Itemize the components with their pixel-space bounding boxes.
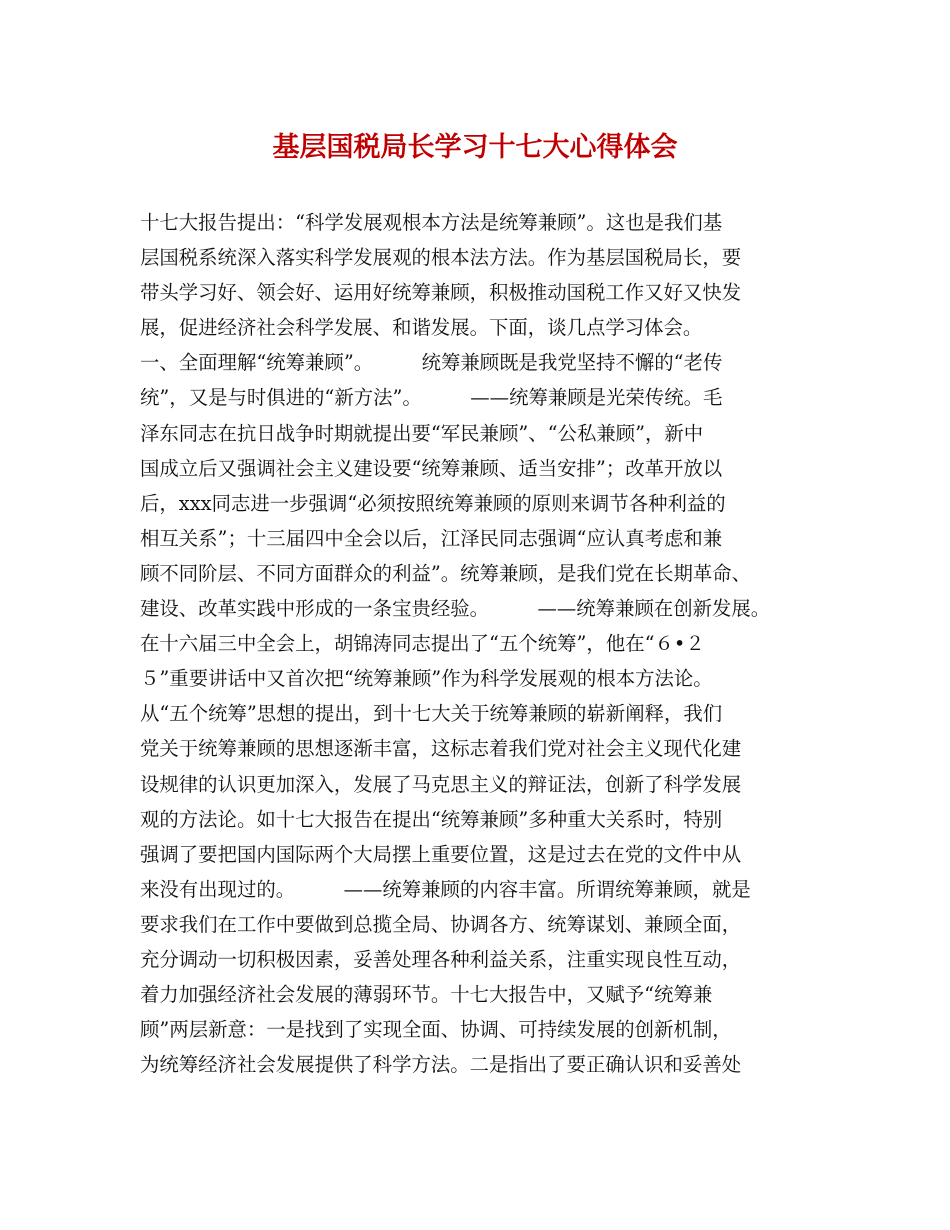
body-line: 展，促进经济社会科学发展、和谐发展。下面，谈几点学习体会。	[140, 316, 703, 340]
document-body	[140, 205, 830, 1082]
body-line: 观的方法论。如十七大报告在提出“统筹兼顾”多种重大关系时，特别	[140, 807, 723, 831]
document-title: 基层国税局长学习十七大心得体会	[272, 132, 678, 163]
body-line: 带头学习好、领会好、运用好统筹兼顾，积极推动国税工作又好又快发	[140, 281, 742, 305]
body-line: 十七大报告提出：“科学发展观根本方法是统筹兼顾”。这也是我们基	[140, 211, 723, 234]
body-line: 相互关系”；十三届四中全会以后，江泽民同志强调“应认真考虑和兼	[140, 526, 723, 550]
body-line: 国成立后又强调社会主义建设要“统筹兼顾、适当安排”；改革开放以	[140, 456, 723, 480]
body-line: 党关于统筹兼顾的思想逐渐丰富，这标志着我们党对社会主义现代化建	[140, 737, 742, 761]
body-line: 顾”两层新意：一是找到了实现全面、协调、可持续发展的创新机制，	[140, 1018, 732, 1042]
body-line: 来没有出现过的。 ——统筹兼顾的内容丰富。所谓统筹兼顾，就是	[140, 877, 751, 901]
body-line: 一、全面理解“统筹兼顾”。 统筹兼顾既是我党坚持不懈的“老传	[140, 351, 723, 375]
body-line: 在十六届三中全会上，胡锦涛同志提出了“五个统筹”，他在“６•２	[140, 632, 705, 656]
body-line: 顾不同阶层、不同方面群众的利益”。统筹兼顾，是我们党在长期革命、	[140, 561, 752, 585]
body-line: 充分调动一切积极因素，妥善处理各种利益关系，注重实现良性互动，	[140, 947, 742, 971]
body-line: 建设、改革实践中形成的一条宝贵经验。 ——统筹兼顾在创新发展。	[140, 597, 771, 621]
body-line: 强调了要把国内国际两个大局摆上重要位置，这是过去在党的文件中从	[140, 842, 742, 866]
body-line: ５”重要讲话中又首次把“统筹兼顾”作为科学发展观的根本方法论。	[140, 667, 713, 691]
body-line: 着力加强经济社会发展的薄弱环节。十七大报告中，又赋予“统筹兼	[140, 983, 713, 1007]
body-line: 统”，又是与时俱进的“新方法”。 ——统筹兼顾是光荣传统。毛	[140, 386, 723, 410]
body-line: 要求我们在工作中要做到总揽全局、协调各方、统筹谋划、兼顾全面，	[140, 912, 742, 936]
body-line: 后，xxx同志进一步强调“必须按照统筹兼顾的原则来调节各种利益的	[140, 491, 726, 515]
body-line: 为统筹经济社会发展提供了科学方法。二是指出了要正确认识和妥善处	[140, 1053, 742, 1077]
body-line: 层国税系统深入落实科学发展观的根本法方法。作为基层国税局长，要	[140, 246, 742, 270]
body-line: 从“五个统筹”思想的提出，到十七大关于统筹兼顾的崭新阐释，我们	[140, 702, 723, 726]
body-line: 泽东同志在抗日战争时期就提出要“军民兼顾”、“公私兼顾”，新中	[140, 421, 704, 445]
body-line: 设规律的认识更加深入，发展了马克思主义的辩证法，创新了科学发展	[140, 772, 742, 796]
